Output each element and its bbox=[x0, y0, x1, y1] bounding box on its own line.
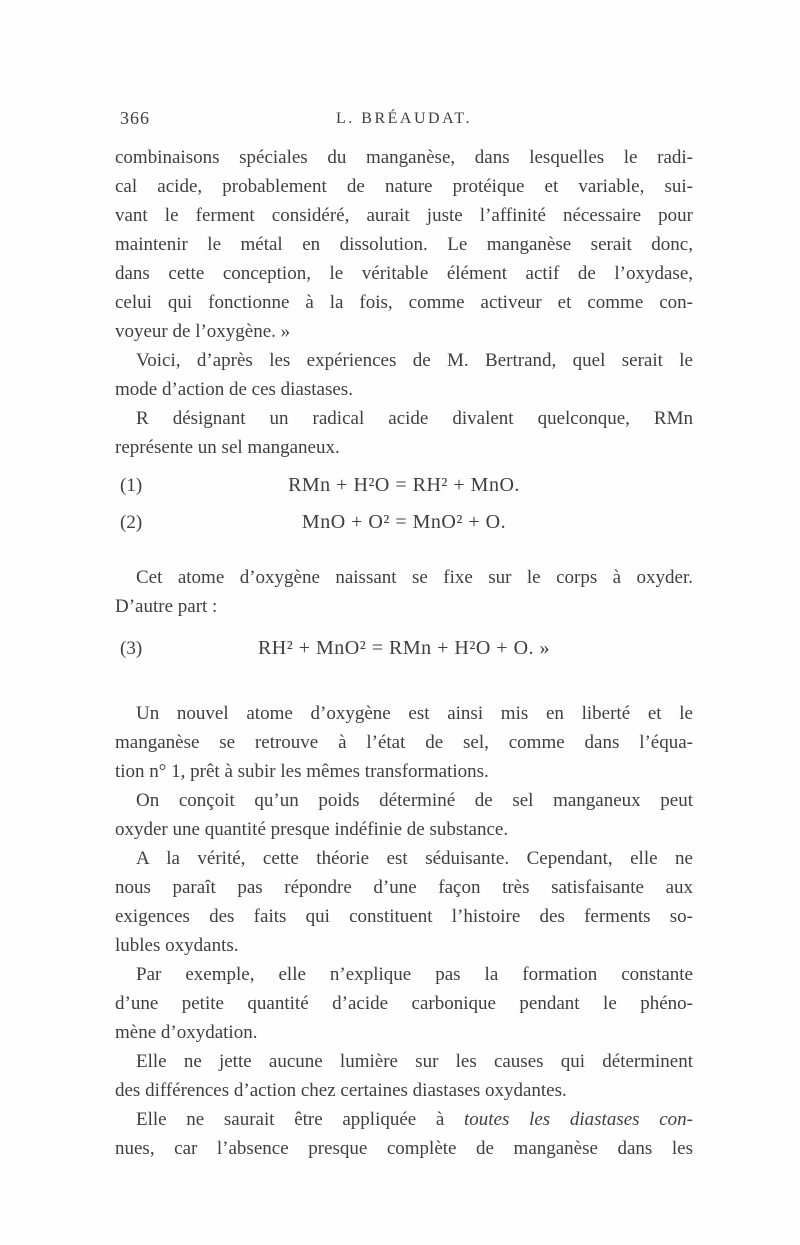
text-line: Par exemple, elle n’explique pas la formation constante bbox=[136, 964, 693, 985]
paragraph bbox=[115, 1047, 693, 1105]
text-line: On conçoit qu’un poids déterminé de sel manganeux peut bbox=[136, 790, 693, 811]
text-line: Voici, d’après les expériences de M. Bertrand, quel serait le bbox=[136, 350, 693, 371]
paragraph bbox=[115, 1105, 693, 1163]
equation-1-formula: RMn + H²O = RH² + MnO. bbox=[288, 474, 520, 496]
text-line: maintenir le métal en dissolution. Le manganèse serait donc, bbox=[115, 234, 693, 255]
text-line: manganèse se retrouve à l’état de sel, comme dans l’équa- bbox=[115, 732, 693, 753]
running-header bbox=[115, 108, 693, 134]
text-line: dans cette conception, le véritable élément actif de l’oxydase, bbox=[115, 263, 693, 284]
paragraph bbox=[115, 960, 693, 1047]
text-line: celui qui fonctionne à la fois, comme activeur et comme con- bbox=[115, 292, 693, 313]
paragraph-continuation bbox=[115, 143, 693, 346]
equation-2-formula: MnO + O² = MnO² + O. bbox=[301, 511, 507, 533]
equation-3-formula: RH² + MnO² = RMn + H²O + O. » bbox=[257, 637, 551, 659]
equation-3 bbox=[115, 634, 693, 663]
paragraph bbox=[115, 404, 693, 462]
text-line: représente un sel manganeux. bbox=[115, 437, 340, 458]
text-line: Un nouvel atome d’oxygène est ainsi mis en liberté et le bbox=[136, 703, 693, 724]
text-column bbox=[115, 108, 693, 1163]
paragraph bbox=[115, 346, 693, 404]
text-line: voyeur de l’oxygène. » bbox=[115, 321, 291, 342]
equation-2 bbox=[115, 508, 693, 537]
text-line: exigences des faits qui constituent l’histoire des ferments so- bbox=[115, 906, 693, 927]
text-line: cal acide, probablement de nature protéique et variable, sui- bbox=[115, 176, 693, 197]
text-line: vant le ferment considéré, aurait juste l’affinité nécessaire pour bbox=[115, 205, 693, 226]
text-line: A la vérité, cette théorie est séduisante. Cependant, elle ne bbox=[136, 848, 693, 869]
text-line: mode d’action de ces diastases. bbox=[115, 379, 353, 400]
text-line: des différences d’action chez certaines diastases oxydantes. bbox=[115, 1080, 567, 1101]
equation-2-label: (2) bbox=[120, 512, 143, 533]
text-line: combinaisons spéciales du manganèse, dans lesquelles le radi- bbox=[115, 147, 693, 168]
text-line: lubles oxydants. bbox=[115, 935, 239, 956]
running-title: L. BRÉAUDAT. bbox=[336, 110, 472, 127]
text-line bbox=[115, 1105, 693, 1134]
text-line: d’une petite quantité d’acide carbonique pendant le phéno- bbox=[115, 993, 693, 1014]
paragraph bbox=[115, 563, 693, 621]
paragraph bbox=[115, 786, 693, 844]
text-line: tion n° 1, prêt à subir les mêmes transformations. bbox=[115, 761, 489, 782]
page-number: 366 bbox=[120, 108, 150, 128]
text-line: R désignant un radical acide divalent quelconque, RMn bbox=[136, 408, 693, 429]
text-line: mène d’oxydation. bbox=[115, 1022, 258, 1043]
equation-1-label: (1) bbox=[120, 475, 143, 496]
text-run-italic: toutes les diastases con- bbox=[464, 1109, 693, 1130]
equation-3-label: (3) bbox=[120, 638, 143, 659]
equation-1 bbox=[115, 471, 693, 500]
text-line: nous paraît pas répondre d’une façon très satisfaisante aux bbox=[115, 877, 693, 898]
text-line: nues, car l’absence presque complète de manganèse dans les bbox=[115, 1138, 693, 1159]
paragraph bbox=[115, 844, 693, 960]
body-text bbox=[115, 143, 693, 1163]
text-run: Elle ne saurait être appliquée à bbox=[136, 1109, 465, 1130]
paragraph bbox=[115, 699, 693, 786]
text-line: Elle ne jette aucune lumière sur les causes qui déterminent bbox=[136, 1051, 693, 1072]
text-line: Cet atome d’oxygène naissant se fixe sur le corps à oxyder. bbox=[136, 567, 693, 588]
text-line: D’autre part : bbox=[115, 596, 218, 617]
text-line: oxyder une quantité presque indéfinie de substance. bbox=[115, 819, 509, 840]
